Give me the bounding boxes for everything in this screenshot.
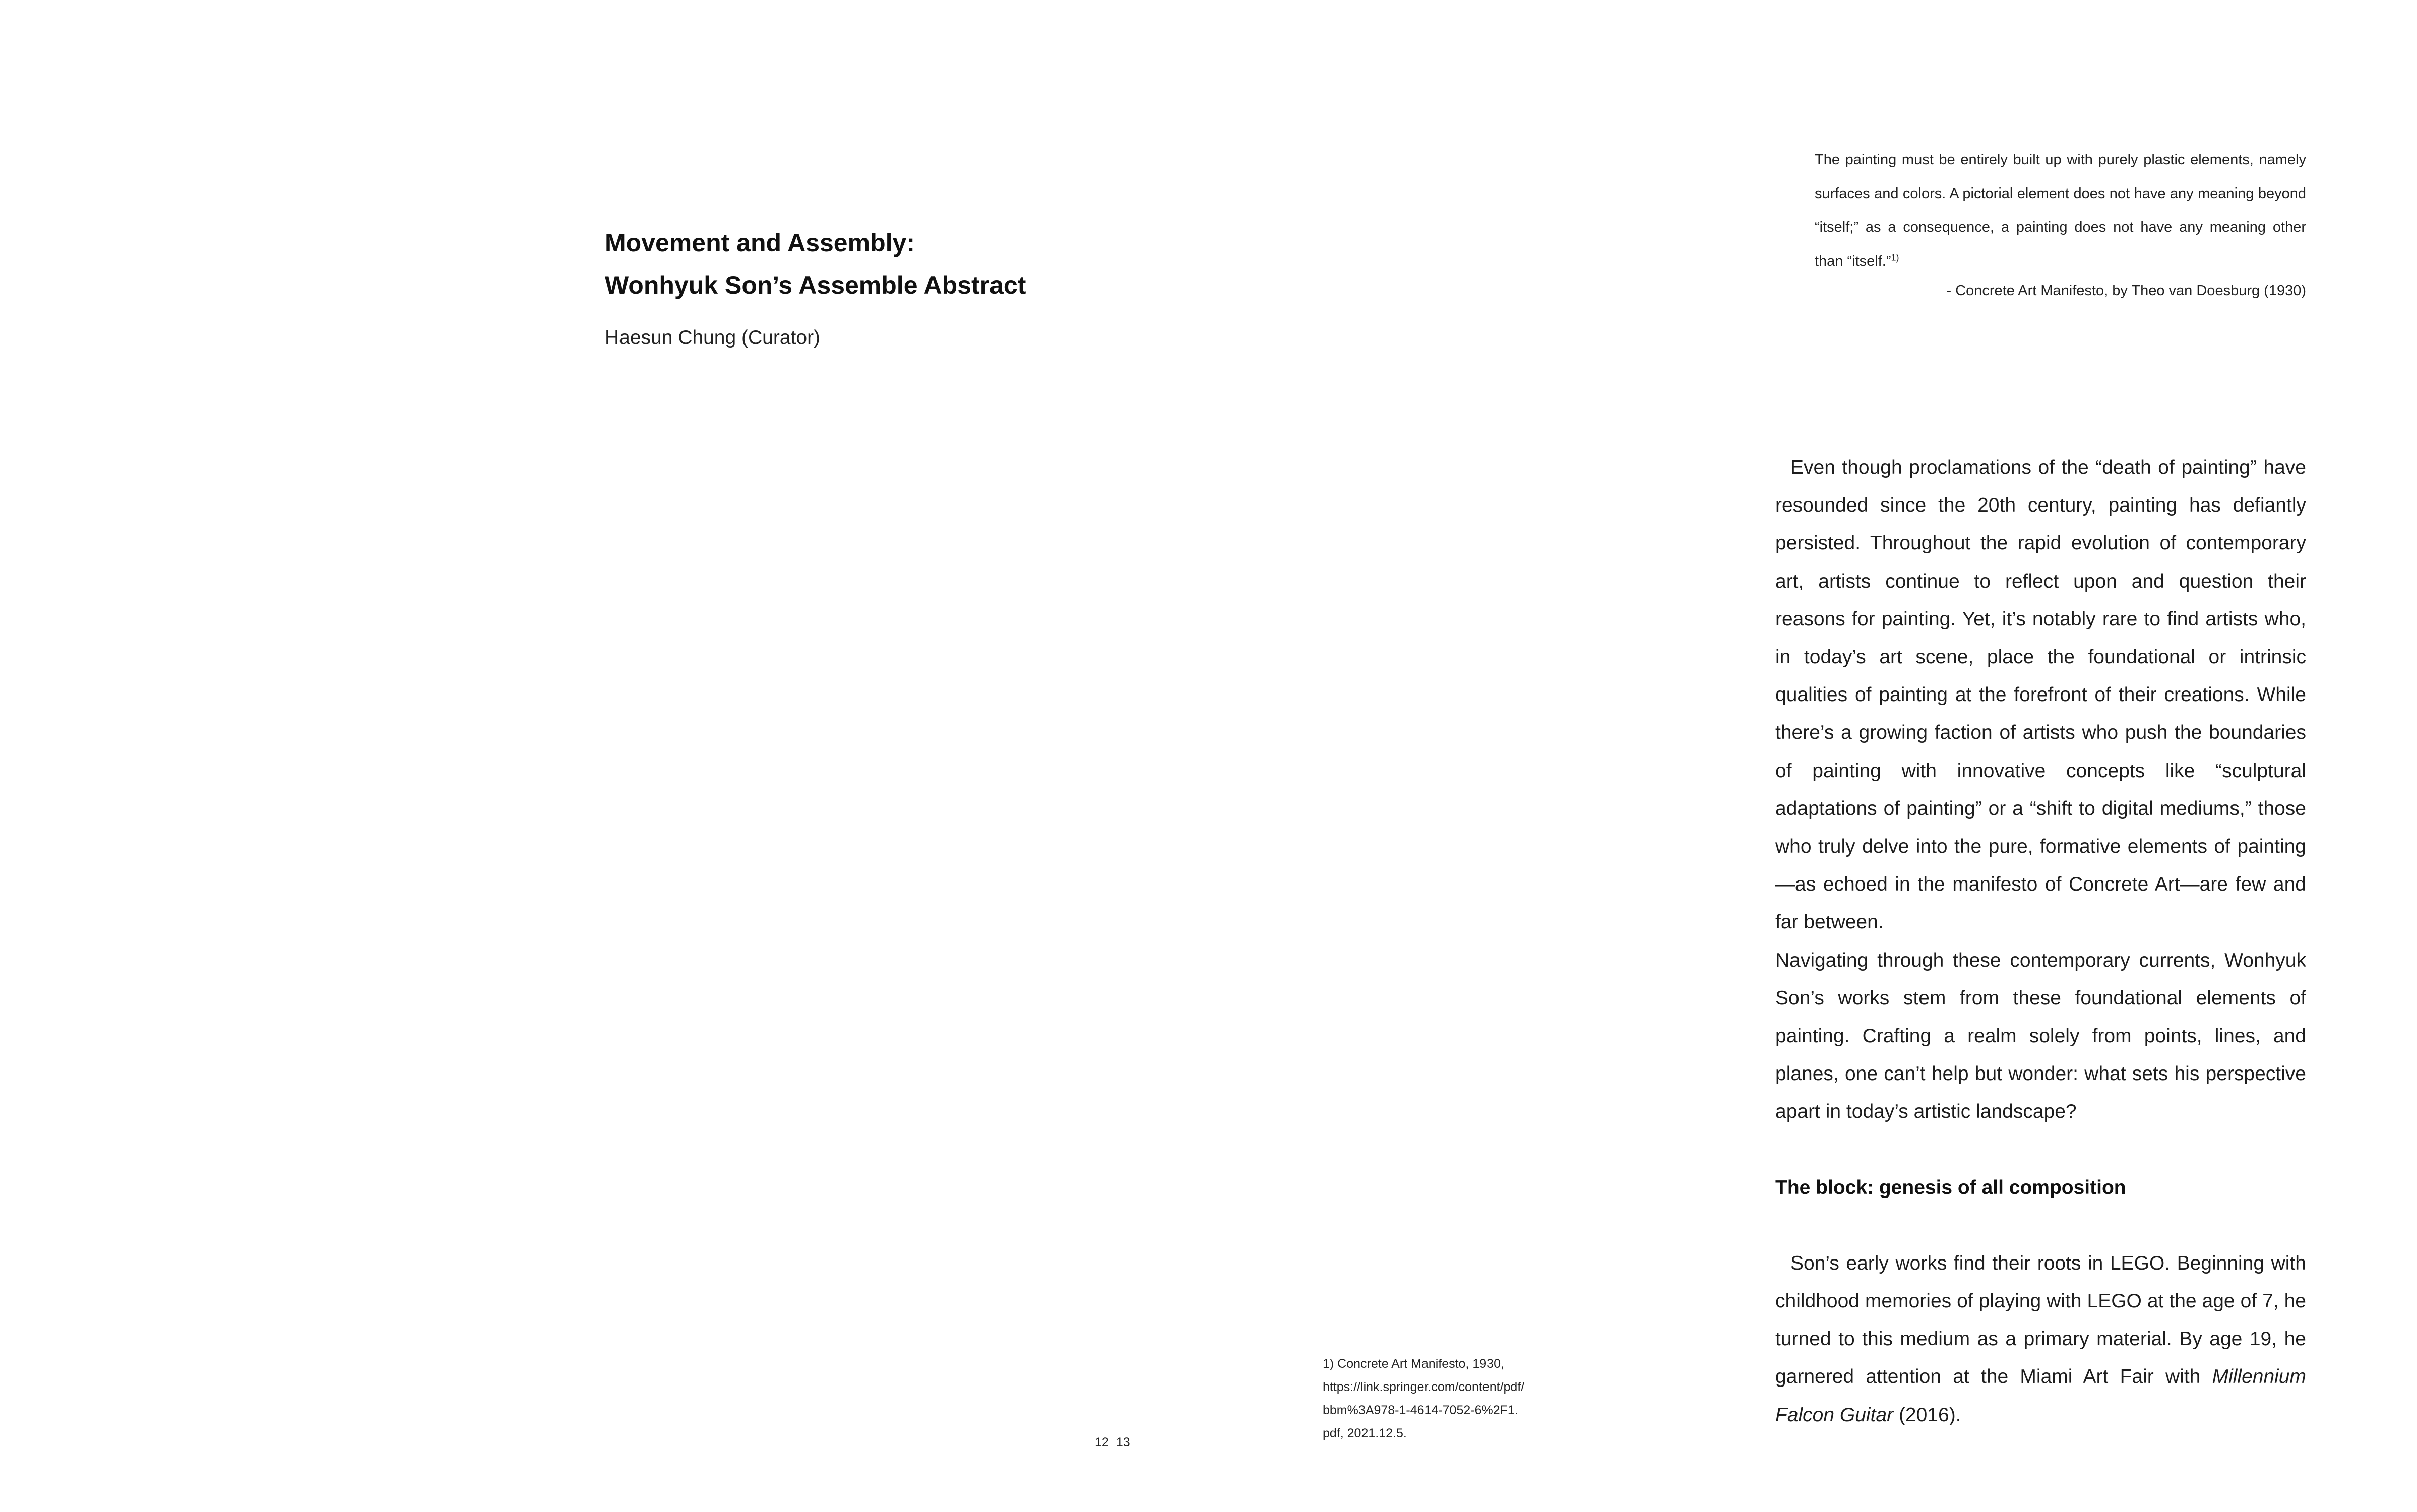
- section-heading: The block: genesis of all composition: [1775, 1176, 2126, 1199]
- footnote-line-4: pdf, 2021.12.5.: [1323, 1426, 1407, 1440]
- footnote-line-3: bbm%3A978-1-4614-7052-6%2F1.: [1323, 1403, 1518, 1417]
- footnote-marker: 1): [1891, 252, 1899, 263]
- page-numbers: [1095, 1432, 1130, 1453]
- epigraph-quote-text: The painting must be entirely built up with purely plastic elements, namely surfaces and colors. A pictorial element does not have any meaning beyond “itself;” as a consequence, a painting does not have any meaning other than “itself.”: [1815, 152, 2306, 269]
- body-paragraph-2: Navigating through these contemporary currents, Wonhyuk Son’s works stem from these foundational elements of painting. Crafting a realm solely from points, lines, and planes, one can’t help but wonder: what sets his perspective apart in today’s artistic landscape?: [1775, 949, 2306, 1123]
- epigraph: [1815, 143, 2306, 303]
- author-credit: Haesun Chung (Curator): [605, 327, 821, 348]
- title-line-2: Wonhyuk Son’s Assemble Abstract: [605, 271, 1026, 299]
- footnote: [1323, 1352, 1585, 1445]
- section-paragraph-start: Son’s early works find their roots in LEGO. Beginning with childhood memories of playing with LEGO at the age of 7, he turned to this medium as a primary material. By age 19, he garnered attention at the Miami Art Fair with: [1775, 1252, 2306, 1388]
- epigraph-source: - Concrete Art Manifesto, by Theo van Doesburg (1930): [1946, 283, 2306, 299]
- page-number-left: 12: [1095, 1435, 1109, 1450]
- footnote-line-1: 1) Concrete Art Manifesto, 1930,: [1323, 1357, 1504, 1371]
- epigraph-quote: [1815, 143, 2306, 278]
- page-number-right: 13: [1115, 1435, 1130, 1450]
- section-paragraph-end: (2016).: [1893, 1404, 1961, 1426]
- body-paragraph-1: Even though proclamations of the “death of painting” have resounded since the 20th century, painting has defiantly persisted. Throughout the rapid evolution of contemporary art, artists continue to reflect upon and question their reasons for painting. Yet, it’s notably rare to find artists who, in today’s art scene, place the foundational or intrinsic qualities of painting at the forefront of their creations. While there’s a growing faction of artists who push the boundaries of painting with innovative concepts like “sculptural adaptations of painting” or a “shift to digital mediums,” those who truly delve into the pure, formative elements of painting—as echoed in the manifesto of Concrete Art—are few and far between.: [1775, 457, 2306, 933]
- artwork-title: Millennium Falcon Guitar: [1775, 1366, 2306, 1426]
- title-line-1: Movement and Assembly:: [605, 229, 915, 257]
- footnote-line-2: https://link.springer.com/content/pdf/: [1323, 1380, 1525, 1394]
- body-text-column: [1775, 449, 2306, 1434]
- section-paragraph: [1775, 1244, 2306, 1434]
- title-block: [605, 222, 1361, 353]
